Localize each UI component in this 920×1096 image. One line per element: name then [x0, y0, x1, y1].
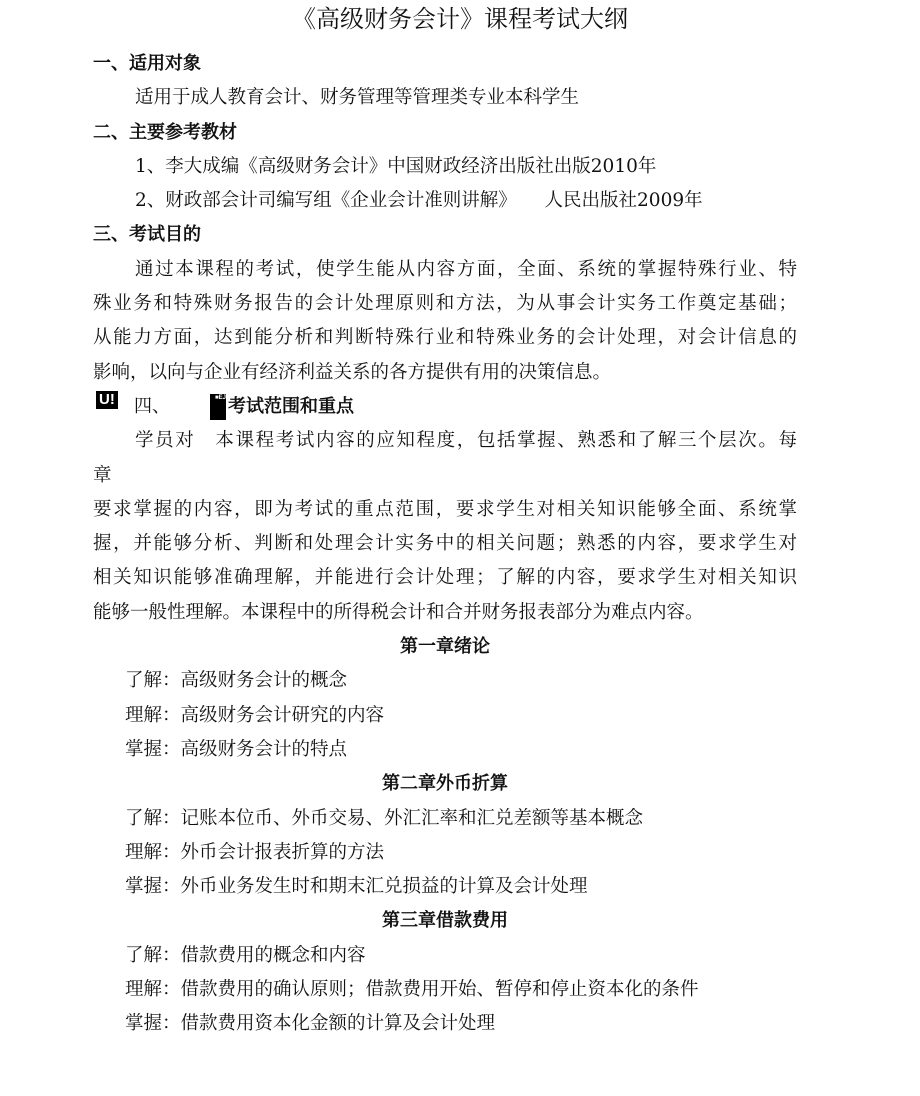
paragraph-line: 章: [93, 464, 112, 486]
chapter-item: 掌握：高级财务会计的特点: [125, 738, 348, 760]
artifact-marker: ■EJ: [210, 394, 226, 420]
paragraph-line: 能够一般性理解。本课程中的所得税会计和合并财务报表部分为难点内容。: [93, 601, 704, 623]
section-number: 四、: [134, 395, 170, 417]
chapter-title: 第二章外币折算: [382, 773, 508, 795]
chapter-item: 理解：借款费用的确认原则；借款费用开始、暂停和停止资本化的条件: [125, 979, 699, 1001]
paragraph-line: 从能力方面，达到能分析和判断特殊行业和特殊业务的会计处理，对会计信息的: [93, 327, 797, 349]
paragraph: 适用于成人教育会计、财务管理等管理类专业本科学生: [135, 87, 580, 109]
chapter-item: 理解：外币会计报表折算的方法: [125, 841, 385, 863]
paragraph-line: 握，并能够分析、判断和处理会计实务中的相关问题；熟悉的内容，要求学生对: [93, 533, 797, 555]
document-title: 《高级财务会计》课程考试大纲: [292, 5, 628, 33]
chapter-item: 掌握：借款费用资本化金额的计算及会计处理: [125, 1013, 496, 1035]
chapter-item: 了解：高级财务会计的概念: [125, 670, 348, 692]
reference-item: 2、财政部会计司编写组《企业会计准则讲解》 人民出版社2009年: [135, 190, 703, 212]
paragraph-line: 要求掌握的内容，即为考试的重点范围，要求学生对相关知识能够全面、系统掌: [93, 498, 797, 520]
paragraph-line: 影响，以向与企业有经济利益关系的各方提供有用的决策信息。: [93, 361, 612, 383]
chapter-item: 了解：借款费用的概念和内容: [125, 944, 366, 966]
section-heading: 三、考试目的: [93, 224, 201, 246]
paragraph-line: 殊业务和特殊财务报告的会计处理原则和方法，为从事会计实务工作奠定基础；: [93, 293, 797, 315]
document-body: [93, 47, 797, 1042]
section-heading: 一、适用对象: [93, 53, 201, 74]
chapter-item: 掌握：外币业务发生时和期末汇兑损益的计算及会计处理: [125, 876, 588, 898]
chapter-title: 第三章借款费用: [382, 910, 508, 932]
chapter-item: 了解：记账本位币、外币交易、外汇汇率和汇兑差额等基本概念: [125, 807, 644, 829]
section-heading-4: [96, 390, 800, 424]
section-title: 考试范围和重点: [228, 395, 354, 417]
paragraph-line: 通过本课程的考试，使学生能从内容方面，全面、系统的掌握特殊行业、特: [135, 258, 797, 280]
chapter-title: 第一章绪论: [400, 636, 490, 658]
reference-item: 1、李大成编《高级财务会计》中国财政经济出版社出版2010年: [135, 155, 657, 177]
section-heading: 二、主要参考教材: [93, 121, 237, 143]
artifact-marker: U!: [96, 391, 118, 409]
chapter-item: 理解：高级财务会计研究的内容: [125, 704, 385, 726]
paragraph-line: 相关知识能够准确理解，并能进行会计处理；了解的内容，要求学生对相关知识: [93, 567, 797, 589]
paragraph-line: 学员对 本课程考试内容的应知程度，包括掌握、熟悉和了解三个层次。每: [135, 430, 797, 452]
